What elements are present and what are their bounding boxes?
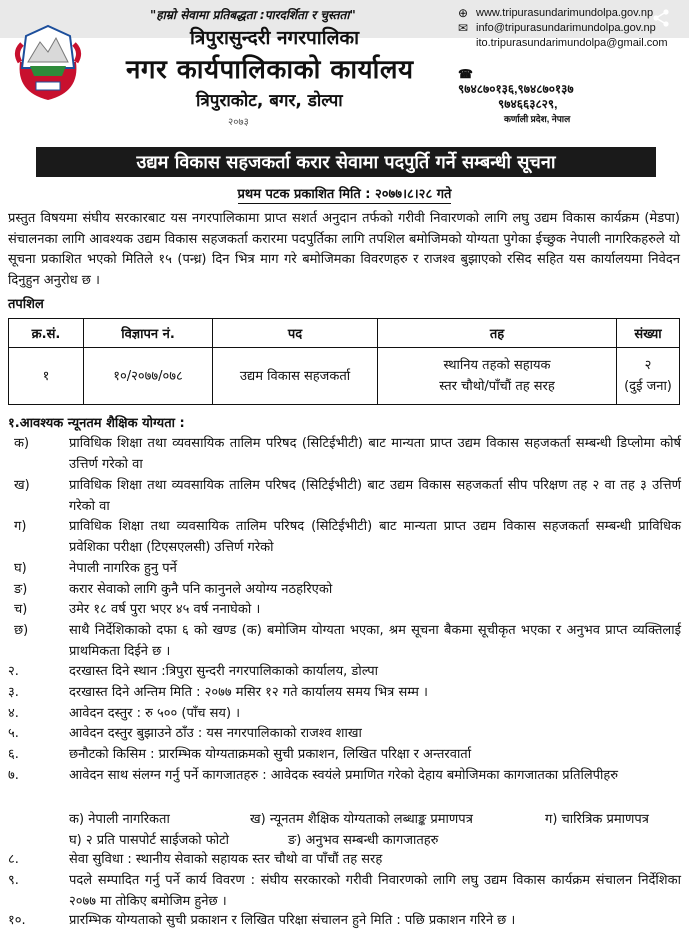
- item-number: ९.: [8, 873, 19, 888]
- stamp-text: २०७३: [228, 117, 249, 128]
- table-header-row: [9, 319, 680, 348]
- web-icon: ⊕: [458, 6, 469, 20]
- item-label: छ): [14, 623, 29, 638]
- document-item-character: ग) चारित्रिक प्रमाणपत्र: [545, 812, 649, 827]
- cell-sn: १: [9, 348, 84, 405]
- item-label: ङ): [14, 582, 28, 597]
- item-text: आवेदन दस्तुर बुझाउने ठाँउ : यस नगरपालिकाको राजश्व शाखा: [69, 726, 362, 741]
- item-text: दरखास्त दिने स्थान :त्रिपुरा सुन्दरी नगरपालिकाको कार्यालय, डोल्पा: [69, 664, 379, 679]
- item-label: ख): [14, 478, 30, 493]
- document-item-marksheet: ख) न्यूनतम शैक्षिक योग्यताको लब्धाङ्क प्रमाणपत्र: [250, 812, 473, 827]
- item-text: छनौटको किसिम : प्रारम्भिक योग्यताक्रमको सुची प्रकाशन, लिखित परिक्षा र अन्तरवार्ता: [69, 747, 472, 762]
- email-icon: ✉: [458, 21, 469, 35]
- document-item-citizenship: क) नेपाली नागरिकता: [69, 812, 170, 827]
- item-text: प्रारम्भिक योग्यताको सुची प्रकाशन र लिखित परिक्षा संचालन हुने मिति : पछि प्रकाशन गरिने छ ।: [69, 913, 516, 928]
- province: कर्णाली प्रदेश, नेपाल: [504, 114, 571, 124]
- vacancy-table: [8, 318, 680, 405]
- item-text: उमेर १८ वर्ष पुरा भएर ४५ वर्ष ननाघेको ।: [69, 602, 261, 617]
- col-header-count: संख्या: [617, 319, 680, 348]
- item-text: आवेदन दस्तुर : रु ५०० (पाँच सय) ।: [69, 706, 241, 721]
- contact-block: [458, 6, 668, 127]
- item-label: च): [14, 602, 28, 617]
- item-number: २.: [8, 664, 19, 679]
- website-link[interactable]: www.tripurasundarimundolpa.gov.np: [476, 7, 654, 19]
- office-name: नगर कार्यपालिकाको कार्यालय: [126, 55, 414, 85]
- slogan: "हाम्रो सेवामा प्रतिबद्धता :पारदर्शिता र चुस्तता": [150, 8, 356, 22]
- item-number: ५.: [8, 726, 19, 741]
- cell-ad-no: १०/२०७७/०७८: [84, 348, 213, 405]
- item-text: नेपाली नागरिक हुनु पर्ने: [69, 561, 177, 576]
- publication-date: [0, 184, 689, 202]
- cell-count-line2: (दुई जना): [624, 379, 672, 394]
- org-name: त्रिपुरासुन्दरी नगरपालिका: [190, 27, 360, 49]
- item-number: ७.: [8, 768, 19, 783]
- tapsil-label: तपशिल: [8, 297, 44, 312]
- email-link-2[interactable]: ito.tripurasundarimundolpa@gmail.com: [476, 37, 668, 49]
- table-row: [9, 348, 680, 405]
- item-number: ४.: [8, 706, 19, 721]
- item-number: ८.: [8, 852, 19, 867]
- item-text: सेवा सुविधा : स्थानीय सेवाको सहायक स्तर चौथो वा पाँचौं तह सरह: [69, 852, 383, 867]
- col-header-level: तह: [378, 319, 617, 348]
- document-item-photo: घ) २ प्रति पासपोर्ट साईजको फोटो: [69, 833, 230, 848]
- document-item-experience: ङ) अनुभव सम्बन्धी कागजातहरु: [288, 833, 439, 848]
- item-text: प्राविधिक शिक्षा तथा व्यवसायिक तालिम परिषद (सिटिईभीटी) बाट उद्यम विकास सहजकर्ता सीप परिक्षण तह २ वा तह ३ उत्तिर्ण गरेको वा: [69, 478, 681, 514]
- col-header-post: पद: [213, 319, 378, 348]
- item-number: ६.: [8, 747, 19, 762]
- item-number: १०.: [8, 913, 26, 928]
- nepal-emblem-icon: [12, 22, 84, 102]
- item-text: दरखास्त दिने अन्तिम मिति : २०७७ मसिर १२ गते कार्यालय समय भित्र सम्म ।: [69, 685, 428, 700]
- item-text: साथै निर्देशिकाको दफा ६ को खण्ड (क) बमोजिम योग्यता भएका, श्रम सूचना बैकमा सूचीकृत भएका र अनुभव प्राप्त व्यक्तिलाई प्राथमिकता दिईने छ ।: [69, 623, 681, 659]
- cell-level: [378, 348, 617, 405]
- cell-post: उद्यम विकास सहजकर्ता: [213, 348, 378, 405]
- item-number: ३.: [8, 685, 19, 700]
- cell-level-line2: स्तर चौथो/पाँचौं तह सरह: [439, 379, 555, 394]
- item-text: प्राविधिक शिक्षा तथा व्यवसायिक तालिम परिषद (सिटिईभीटी) बाट मान्यता प्राप्त उद्यम विकास सहजकर्ता सम्बन्धी प्राविधिक प्रवेशिका परीक्षा (टिएसएलसी) उत्तिर्ण गरेको: [69, 519, 681, 555]
- phone-icon: ☎: [458, 67, 473, 81]
- cell-level-line1: स्थानिय तहको सहायक: [443, 358, 551, 373]
- org-address: त्रिपुराकोट, बगर, डोल्पा: [196, 91, 343, 111]
- item-label: घ): [14, 561, 27, 576]
- qualification-heading: १.आवश्यक न्यूनतम शैक्षिक योग्यता :: [8, 416, 185, 431]
- item-text: पदले सम्पादित गर्नु पर्ने कार्य विवरण : संघीय सरकारको गरीवी निवारणको लागि लघु उद्यम विकास कार्यक्रम संचालन निर्देशिका २०७७ मा तोकिए बमोजिम हुनेछ ।: [69, 873, 681, 909]
- item-label: ग): [14, 519, 27, 534]
- notice-title: उद्यम विकास सहजकर्ता करार सेवामा पदपुर्ति गर्ने सम्बन्धी सूचना: [36, 147, 656, 177]
- publication-date-text: प्रथम पटक प्रकाशित मिति : २०७७।८।२८ गते: [237, 187, 452, 202]
- col-header-ad-no: विज्ञापन नं.: [84, 319, 213, 348]
- phone-numbers-2: ९७४६६३८२९,: [498, 97, 558, 111]
- item-label: क): [14, 436, 30, 451]
- item-text: आवेदन साथ संलग्न गर्नु पर्ने कागजातहरु : आवेदक स्वयंले प्रमाणित गरेको देहाय बमोजिमका कागजातका प्रतिलिपीहरु: [69, 768, 619, 783]
- email-link-1[interactable]: info@tripurasundarimundolpa.gov.np: [476, 22, 656, 34]
- phone-numbers-1: ९७४८७०१३६,९७४८७०१३७: [458, 82, 574, 96]
- item-text: करार सेवाको लागि कुनै पनि कानुनले अयोग्य नठहरिएको: [69, 582, 333, 597]
- item-text: प्राविधिक शिक्षा तथा व्यवसायिक तालिम परिषद (सिटिईभीटी) बाट मान्यता प्राप्त उद्यम विकास सहजकर्ता सम्बन्धी डिप्लोमा कोर्ष उत्तिर्ण गरेको वा: [69, 436, 681, 472]
- intro-paragraph: प्रस्तुत विषयमा संघीय सरकारबाट यस नगरपालिकामा प्राप्त सशर्त अनुदान तर्फको गरीवी निवारणको लागि लघु उद्यम विकास कार्यक्रम (मेडपा) संचालनका लागि आवश्यक उद्यम विकास सहजकर्ता करारमा पदपुर्तिका लागि तपशिल बमोजिमको योग्यता पुगेका ईच्छुक नेपाली नागरिकहरुले यो सूचना प्रकाशित भएको मितिले १५ (पन्ध्र) दिन भित्र माग गरे बमोजिमका विवरणहरु र राजश्व बुझाएको रसिद सहित यस कार्यालयमा निवेदन दिनुहुन अनुरोध छ ।: [8, 211, 680, 288]
- col-header-sn: क्र.सं.: [9, 319, 84, 348]
- cell-count: [617, 348, 680, 405]
- cell-count-line1: २: [644, 358, 652, 373]
